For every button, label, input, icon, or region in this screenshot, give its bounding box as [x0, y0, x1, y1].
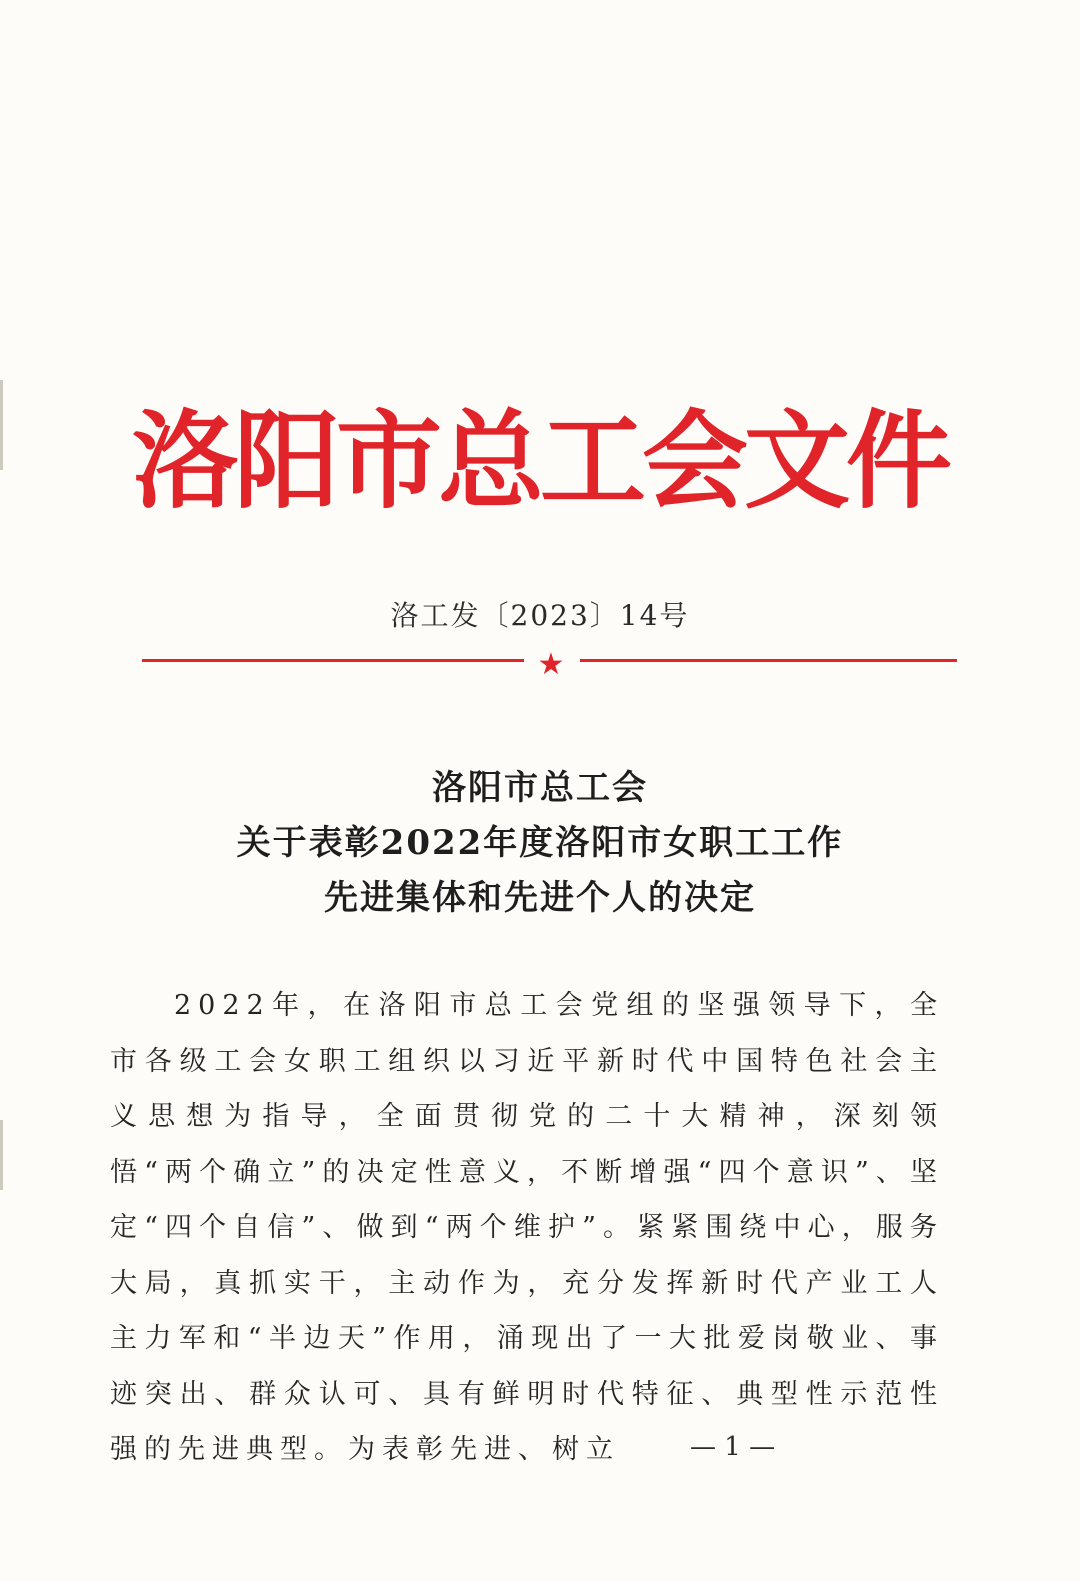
- document-number: 洛工发〔2023〕14号: [390, 599, 690, 632]
- page-number: — 1 —: [690, 1432, 776, 1462]
- red-rule-right: [580, 659, 957, 662]
- red-rule-left: [142, 659, 524, 662]
- title-line-1: 洛阳市总工会: [432, 768, 648, 808]
- title-line-2: 关于表彰2022年度洛阳市女职工工作: [236, 823, 844, 863]
- page-edge-mark: [0, 1120, 3, 1190]
- body-paragraph: 2022年，在洛阳市总工会党组的坚强领导下，全市各级工会女职工组织以习近平新时代中国特色社会主义思想为指导，全面贯彻党的二十大精神，深刻领悟“两个确立”的决定性意义，不断增强“四个意识”、坚定“四个自信”、做到“两个维护”。紧紧围绕中心，服务大局，真抓实干，主动作为，充分发挥新时代产业工人主力军和“半边天”作用，涌现出了一大批爱岗敬业、事迹突出、群众认可、具有鲜明时代特征、典型性示范性强的先进典型。为表彰先进、树立: [110, 990, 944, 1465]
- star-icon: ★: [537, 647, 565, 682]
- title-line-3: 先进集体和先进个人的决定: [324, 878, 756, 918]
- document-masthead: 洛阳市总工会文件: [132, 400, 948, 523]
